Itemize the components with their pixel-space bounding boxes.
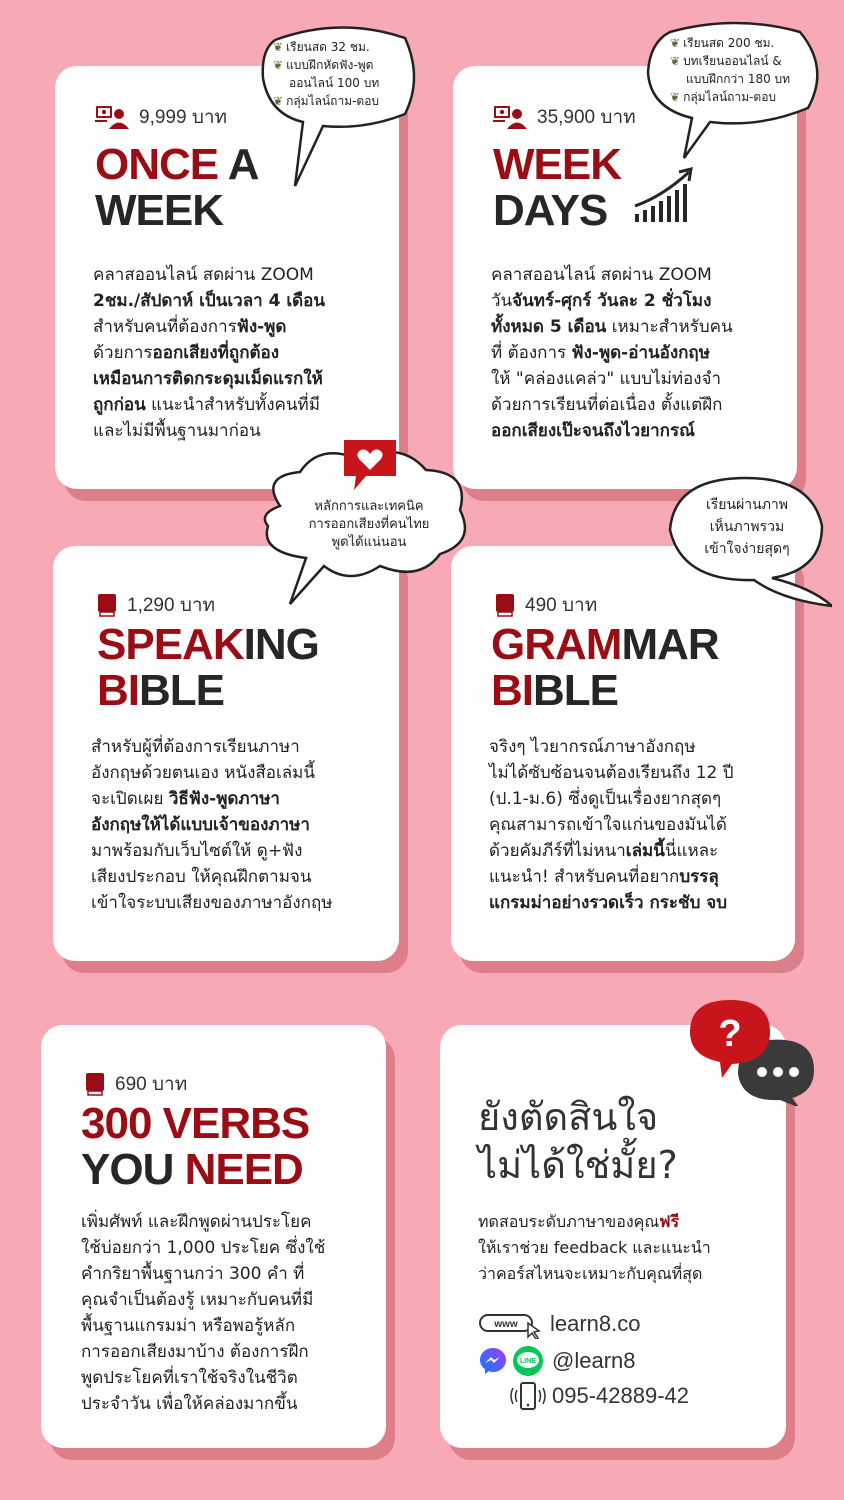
social-row[interactable]	[478, 1345, 636, 1377]
svg-text:?: ?	[718, 1013, 742, 1055]
growth-chart-icon	[633, 166, 697, 224]
svg-text:LINE: LINE	[520, 1358, 536, 1365]
price-row	[97, 590, 215, 620]
speech-bubble-cloud: หลักการและเทคนิค การออกเสียงที่คนไทย พูดได้แน่นอน	[250, 436, 480, 616]
speech-bubble-features: เรียนผ่านภาพ เห็นภาพรวม เข้าใจง่ายสุดๆ	[662, 470, 832, 610]
website-text[interactable]: learn8.co	[550, 1311, 641, 1336]
course-title: GRAMMAR BIBLE	[491, 620, 719, 715]
svg-text:www: www	[494, 1319, 518, 1330]
price-text: 1,290 บาท	[127, 595, 216, 616]
web-cursor-icon	[478, 1309, 544, 1339]
phone-row[interactable]	[510, 1381, 689, 1411]
price-row	[493, 102, 636, 132]
book-icon	[495, 593, 515, 617]
messenger-icon[interactable]	[478, 1346, 508, 1376]
course-card-300-verbs[interactable]	[41, 1025, 386, 1448]
course-description: คลาสออนไลน์ สดผ่าน ZOOM วันจันทร์-ศุกร์ วันละ 2 ชั่วโมง ทั้งหมด 5 เดือน เหมาะสำหรับคน ที่ ต้องการ ฟัง-พูด-อ่านอังกฤษ ให้ "คล่องแคล่ว" แบบไม่ท่องจำ ด้วยการเรียนที่ต่อเนื่อง ตั้งแต่ฝึก ออกเสียงเป๊ะจนถึงไวยากรณ์	[491, 265, 733, 441]
course-description: จริงๆ ไวยากรณ์ภาษาอังกฤษ ไม่ได้ซับซ้อนจนต้องเรียนถึง 12 ปี (ป.1-ม.6) ซึ่งดูเป็นเรื่องยากสุดๆ คุณสามารถเข้าใจแก่นของมันได้ ด้วยคัมภีร์ที่ไม่หนาเล่มนี้นี่แหละ แนะนำ! สำหรับคนที่อยากบรรลุ แกรมม่าอย่างรวดเร็ว กระชับ จบ	[489, 737, 734, 913]
price-text: 9,999 บาท	[139, 107, 228, 128]
course-title: WEEK DAYS	[493, 140, 621, 235]
phone-number[interactable]: 095-42889-42	[552, 1383, 690, 1408]
price-text: 690 บาท	[115, 1074, 188, 1095]
line-app-icon[interactable]	[512, 1345, 544, 1377]
online-class-icon	[493, 105, 527, 129]
course-description: คลาสออนไลน์ สดผ่าน ZOOM 2ชม./สัปดาห์ เป็นเวลา 4 เดือน สำหรับคนที่ต้องการฟัง-พูด ด้วยการออกเสียงที่ถูกต้อง เหมือนการติดกระดุมเม็ดแรกให้ ถูกก่อน แนะนำสำหรับทั้งคนที่มี และไม่มีพื้นฐานมาก่อน	[93, 265, 326, 441]
website-row[interactable]	[478, 1309, 641, 1339]
social-handle[interactable]: @learn8	[552, 1348, 636, 1373]
book-icon	[97, 593, 117, 617]
online-class-icon	[95, 105, 129, 129]
price-row	[95, 102, 227, 132]
price-row	[495, 590, 597, 620]
question-chat-icon	[688, 996, 818, 1106]
price-text: 35,900 บาท	[537, 107, 636, 128]
cta-subtext: ทดสอบระดับภาษาของคุณฟรี ให้เราช่วย feedback และแนะนำ ว่าคอร์สไหนจะเหมาะกับคุณที่สุด	[478, 1212, 711, 1283]
phone-icon	[510, 1381, 546, 1411]
course-title: ONCE A WEEK	[95, 140, 259, 235]
course-description: สำหรับผู้ที่ต้องการเรียนภาษา อังกฤษด้วยตนเอง หนังสือเล่มนี้ จะเปิดเผย วิธีฟัง-พูดภาษา อังกฤษให้ได้แบบเจ้าของภาษา มาพร้อมกับเว็บไซต์ให้ ดู+ฟัง เสียงประกอบ ให้คุณฝึกตามจน เข้าใจระบบเสียงของภาษาอังกฤษ	[91, 737, 333, 913]
speech-bubble-features: ❦ เรียนสด 200 ชม. ❦ บทเรียนออนไลน์ & แบบฝึกกว่า 180 บท ❦ กลุ่มไลน์ถาม-ตอบ	[640, 18, 830, 168]
price-text: 490 บาท	[525, 595, 598, 616]
heart-chat-icon	[340, 436, 400, 492]
cta-heading: ยังตัดสินใจ ไม่ได้ใช่มั้ย?	[478, 1095, 678, 1187]
course-title: SPEAKING BIBLE	[97, 620, 319, 715]
course-title: 300 VERBS YOU NEED	[81, 1099, 310, 1194]
speech-bubble-features: ❦ เรียนสด 32 ชม. ❦ แบบฝึกหัดฟัง-พูด ออนไลน์ 100 บท ❦ กลุ่มไลน์ถาม-ตอบ	[255, 18, 425, 193]
book-icon	[85, 1072, 105, 1096]
price-row	[85, 1069, 187, 1099]
course-description: เพิ่มศัพท์ และฝึกพูดผ่านประโยค ใช้บ่อยกว่า 1,000 ประโยค ซึ่งใช้ คำกริยาพื้นฐานกว่า 300 คำ ที่ คุณจำเป็นต้องรู้ เหมาะกับคนที่มี พื้นฐานแกรมม่า หรือพอรู้หลัก การออกเสียงมาบ้าง ต้องการฝึก พูดประโยคที่เราใช้จริงในชีวิต ประจำวัน เพื่อให้คล่องมากขึ้น	[81, 1212, 326, 1414]
